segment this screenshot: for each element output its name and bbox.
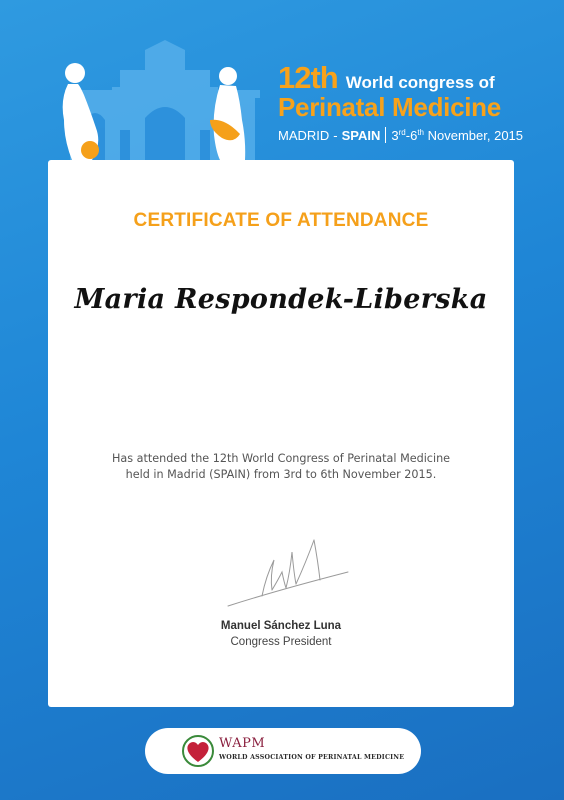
baby-belly-icon bbox=[81, 141, 99, 159]
congress-city: MADRID bbox=[278, 127, 330, 143]
wapm-heart-logo-icon bbox=[181, 734, 215, 768]
wapm-abbreviation: WAPM bbox=[219, 736, 266, 751]
attendance-line-2: held in Madrid (SPAIN) from 3rd to 6th November 2015. bbox=[125, 468, 437, 481]
congress-country: SPAIN bbox=[341, 127, 381, 143]
recipient-name: Maria Respondek-Liberska bbox=[74, 284, 488, 315]
divider bbox=[385, 127, 386, 143]
congress-location-date bbox=[278, 127, 558, 143]
signer-role: Congress President bbox=[230, 636, 332, 648]
congress-header bbox=[278, 62, 558, 143]
signer-name: Manuel Sánchez Luna bbox=[220, 620, 342, 632]
wapm-badge bbox=[145, 728, 421, 774]
congress-subtitle: World congress of bbox=[345, 73, 495, 92]
attendance-line-1: Has attended the 12th World Congress of Perinatal Medicine bbox=[111, 452, 451, 465]
congress-illustration bbox=[50, 40, 270, 165]
congress-edition: 12th bbox=[278, 60, 338, 95]
certificate-title: CERTIFICATE OF ATTENDANCE bbox=[133, 210, 429, 231]
attendance-statement bbox=[48, 451, 514, 483]
wapm-full-name: WORLD ASSOCIATION OF PERINATAL MEDICINE bbox=[219, 754, 405, 761]
woman-with-baby-right-icon bbox=[214, 67, 246, 160]
certificate-card bbox=[48, 160, 514, 707]
president-signature bbox=[218, 532, 358, 612]
congress-dates: 3rd-6th November, 2015 bbox=[391, 127, 524, 143]
congress-city-dash: - bbox=[333, 127, 338, 143]
congress-title: Perinatal Medicine bbox=[278, 92, 501, 122]
